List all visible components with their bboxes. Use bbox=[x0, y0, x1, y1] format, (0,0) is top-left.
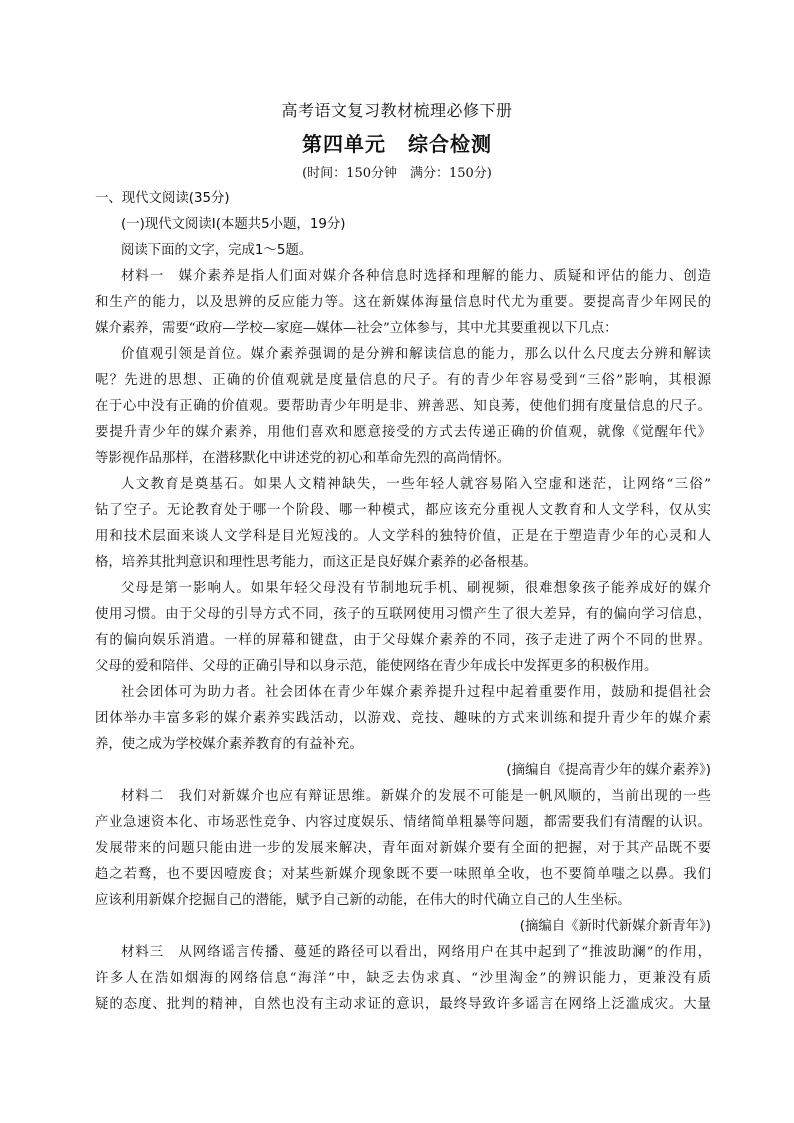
text-line: 用和技术层面来谈人文学科是目光短浅的。人文学科的独特价值，正是在于塑造青少年的心灵和人 bbox=[95, 529, 711, 544]
text-line: 趋之若鹜，也不要因噎废食；对某些新媒介现象既不要一味照单全收，也不要简单嗤之以鼻。我们 bbox=[95, 867, 711, 882]
text-line: 材料一 媒介素养是指人们面对媒介各种信息时选择和理解的能力、质疑和评估的能力、创造 bbox=[121, 269, 711, 284]
unit-name: 综合检测 bbox=[408, 132, 492, 156]
text-line: 人文教育是奠基石。如果人文精神缺失，一些年轻人就容易陷入空虚和迷茫，让网络“三俗” bbox=[121, 477, 711, 492]
text-line: 材料二 我们对新媒介也应有辩证思维。新媒介的发展不可能是一帆风顺的，当前出现的一些 bbox=[121, 789, 711, 804]
text-line: 要提升青少年的媒介素养，用他们喜欢和愿意接受的方式去传递正确的价值观，就像《觉醒年代》 bbox=[95, 425, 711, 440]
document-body bbox=[95, 186, 711, 1018]
text-line: 团体举办丰富多彩的媒介素养实践活动，以游戏、竞技、趣味的方式来训练和提升青少年的媒介素 bbox=[95, 711, 711, 726]
section-heading: (一)现代文阅读Ⅰ(本题共5小题，19分) bbox=[121, 217, 346, 232]
text-line: 养，使之成为学校媒介素养教育的有益补充。 bbox=[95, 737, 363, 752]
text-line: 发展带来的问题只能由进一步的发展来解决，青年面对新媒介要有全面的把握，对于其产品既不要 bbox=[95, 841, 711, 856]
unit-label: 第四单元 bbox=[302, 132, 386, 156]
text-line: 产业急速资本化、市场恶性竞争、内容过度娱乐、情绪简单粗暴等问题，都需要我们有清醒的认识。 bbox=[95, 815, 711, 830]
text-line: 钻了空子。无论教育处于哪一个阶段、哪一种模式，都应该充分重视人文教育和人文学科，仅从实 bbox=[95, 503, 711, 518]
section-heading: 阅读下面的文字，完成1～5题。 bbox=[121, 243, 313, 258]
text-line: 在于心中没有正确的价值观。要帮助青少年明是非、辨善恶、知良莠，使他们拥有度量信息的尺子。 bbox=[95, 399, 711, 414]
text-line: 媒介素养，需要“政府—学校—家庭—媒体—社会”立体参与，其中尤其要重视以下几点： bbox=[95, 321, 618, 336]
text-line: 格，培养其批判意识和理性思考能力，而这正是良好媒介素养的必备根基。 bbox=[95, 555, 537, 570]
text-line: 应该利用新媒介挖掘自己的潜能，赋予自己新的动能，在伟大的时代确立自己的人生坐标。 bbox=[95, 893, 631, 908]
text-line: 价值观引领是首位。媒介素养强调的是分辨和解读信息的能力，那么以什么尺度去分辨和解读 bbox=[121, 347, 711, 362]
text-line: 父母是第一影响人。如果年轻父母没有节制地玩手机、刷视频，很难想象孩子能养成好的媒介 bbox=[121, 581, 711, 596]
text-line: 呢？先进的思想、正确的价值观就是度量信息的尺子。有的青少年容易受到“三俗”影响，其根源 bbox=[95, 373, 711, 388]
text-line: 使用习惯。由于父母的引导方式不同，孩子的互联网使用习惯产生了很大差异，有的偏向学习信息， bbox=[95, 607, 711, 622]
page-title bbox=[0, 128, 794, 157]
text-line: 有的偏向娱乐消遣。一样的屏幕和键盘，由于父母媒介素养的不同，孩子走进了两个不同的世界。 bbox=[95, 633, 711, 648]
exam-time-and-score: (时间：150分钟 满分：150分) bbox=[302, 166, 492, 181]
text-line: 父母的爱和陪伴、父母的正确引导和以身示范，能使网络在青少年成长中发挥更多的积极作用。 bbox=[95, 659, 658, 674]
text-line: 等影视作品那样，在潜移默化中讲述党的初心和革命先烈的高尚情怀。 bbox=[95, 451, 511, 466]
text-line: 社会团体可为助力者。社会团体在青少年媒介素养提升过程中起着重要作用，鼓励和提倡社会 bbox=[121, 685, 711, 700]
text-line: 许多人在浩如烟海的网络信息“海洋”中，缺乏去伪求真、“沙里淘金”的辨识能力，更兼没有质 bbox=[95, 971, 711, 986]
document-top-title: 高考语文复习教材梳理必修下册 bbox=[281, 101, 513, 120]
source-citation: (摘编自《新时代新媒介新青年》) bbox=[519, 919, 711, 934]
text-line: 疑的态度、批判的精神，自然也没有主动求证的意识，最终导致许多谣言在网络上泛滥成灾。大量 bbox=[95, 997, 711, 1012]
text-line: 和生产的能力，以及思辨的反应能力等。这在新媒体海量信息时代尤为重要。要提高青少年网民的 bbox=[95, 295, 711, 310]
section-heading: 一、现代文阅读(35分) bbox=[95, 191, 230, 206]
text-line: 材料三 从网络谣言传播、蔓延的路径可以看出，网络用户在其中起到了“推波助澜”的作用， bbox=[121, 945, 711, 960]
source-citation: (摘编自《提高青少年的媒介素养》) bbox=[506, 763, 711, 778]
